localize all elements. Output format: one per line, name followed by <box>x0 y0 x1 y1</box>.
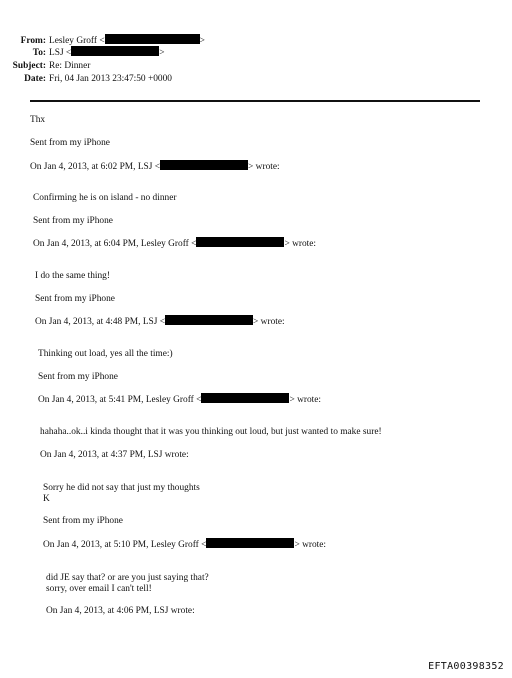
header-subject-row <box>2 60 90 72</box>
body-line: did JE say that? or are you just saying that? <box>46 573 209 583</box>
quote-header-suffix: > wrote: <box>248 162 280 172</box>
body-line: Confirming he is on island - no dinner <box>33 193 177 203</box>
body-line: K <box>43 494 50 504</box>
body-line: Sent from my iPhone <box>35 294 115 304</box>
body-line: Thinking out load, yes all the time:) <box>38 349 173 359</box>
header-divider <box>30 100 480 102</box>
document-id: EFTA00398352 <box>428 661 504 672</box>
body-line: Sent from my iPhone <box>43 516 123 526</box>
header-to-row <box>2 46 165 58</box>
header-from-row <box>2 34 205 46</box>
body-line: hahaha..ok..i kinda thought that it was you thinking out loud, but just wanted to make sure! <box>40 427 382 437</box>
redaction-box <box>160 160 248 170</box>
quote-header-text: On Jan 4, 2013, at 4:48 PM, LSJ < <box>35 317 166 327</box>
quote-header-text: On Jan 4, 2013, at 6:04 PM, Lesley Groff < <box>33 239 197 249</box>
quote-header-suffix: > wrote: <box>289 395 322 405</box>
body-line: Sent from my iPhone <box>30 138 110 148</box>
redaction-box <box>201 393 289 403</box>
to-label: To: <box>32 48 46 58</box>
header-date-row <box>2 73 172 85</box>
body-line: Thx <box>30 115 46 125</box>
from-name: Lesley Groff < <box>49 36 105 46</box>
quote-header: On Jan 4, 2013, at 4:37 PM, LSJ wrote: <box>40 450 189 460</box>
date-value: Fri, 04 Jan 2013 23:47:50 +0000 <box>49 74 172 84</box>
quote-header: On Jan 4, 2013, at 4:06 PM, LSJ wrote: <box>46 606 195 616</box>
quote-header-text: On Jan 4, 2013, at 5:41 PM, Lesley Groff < <box>38 395 202 405</box>
quote-header-suffix: > wrote: <box>253 317 285 327</box>
body-line: sorry, over email I can't tell! <box>46 584 152 594</box>
redaction-box <box>105 34 200 44</box>
quote-header-text: On Jan 4, 2013, at 5:10 PM, Lesley Groff < <box>43 540 207 550</box>
redaction-box <box>206 538 294 548</box>
from-label: From: <box>20 36 46 46</box>
body-line: Sent from my iPhone <box>33 216 113 226</box>
quote-header <box>43 538 326 551</box>
date-label: Date: <box>24 74 46 84</box>
quote-header <box>33 237 316 250</box>
body-line: Sorry he did not say that just my thoughts <box>43 483 200 493</box>
quote-header-text: On Jan 4, 2013, at 6:02 PM, LSJ < <box>30 162 161 172</box>
subject-label: Subject: <box>12 61 46 71</box>
to-name: LSJ < <box>49 48 72 58</box>
redaction-box <box>196 237 284 247</box>
to-close: > <box>159 48 165 58</box>
redaction-box <box>71 46 159 56</box>
from-close: > <box>199 36 205 46</box>
body-line: I do the same thing! <box>35 271 110 281</box>
subject-value: Re: Dinner <box>49 61 91 71</box>
quote-header <box>35 315 285 328</box>
quote-header <box>30 160 280 173</box>
redaction-box <box>165 315 253 325</box>
quote-header-suffix: > wrote: <box>284 239 317 249</box>
body-line: Sent from my iPhone <box>38 372 118 382</box>
quote-header <box>38 393 321 406</box>
quote-header-suffix: > wrote: <box>294 540 327 550</box>
